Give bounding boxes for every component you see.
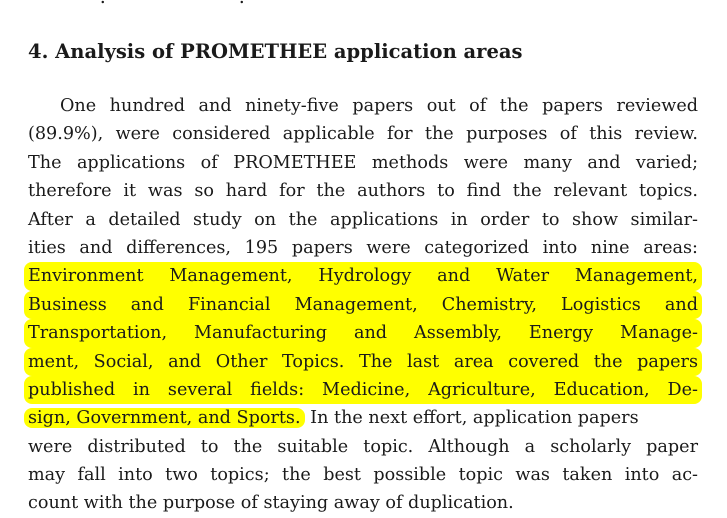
mixed-highlight-line	[28, 404, 698, 432]
section-heading: 4. Analysis of PROMETHEE application areas	[28, 40, 523, 63]
paragraph-line: (89.9%), were considered applicable for the purposes of this review.	[28, 124, 698, 145]
highlighted-line: published in several fields: Medicine, Agriculture, Education, De-	[24, 376, 702, 404]
body-paragraph	[28, 92, 698, 518]
paragraph-line: therefore it was so hard for the authors to find the relevant topics.	[28, 181, 698, 202]
paragraph-line: One hundred and ninety-five papers out of the papers reviewed	[60, 96, 698, 116]
cutoff-previous-text	[0, 0, 727, 8]
highlighted-segment: sign, Government, and Sports.	[24, 408, 305, 428]
highlighted-line: Environment Management, Hydrology and Water Management,	[24, 262, 702, 290]
paragraph-line: The applications of PROMETHEE methods were many and varied;	[28, 152, 698, 173]
unhighlighted-segment: In the next effort, application papers	[304, 408, 639, 429]
paragraph-line: may fall into two topics; the best possible topic was taken into ac-	[28, 465, 698, 486]
highlighted-line: ment, Social, and Other Topics. The last area covered the papers	[24, 348, 702, 376]
highlighted-line: Business and Financial Management, Chemistry, Logistics and	[24, 291, 702, 319]
paragraph-line: were distributed to the suitable topic. Although a scholarly paper	[28, 436, 698, 457]
paragraph-line: After a detailed study on the applications in order to show similar-	[28, 209, 698, 230]
paragraph-line: ities and differences, 195 papers were categorized into nine areas:	[28, 237, 698, 258]
highlighted-line: Transportation, Manufacturing and Assembly, Energy Manage-	[24, 319, 702, 347]
paragraph-line: count with the purpose of staying away of duplication.	[28, 493, 514, 514]
